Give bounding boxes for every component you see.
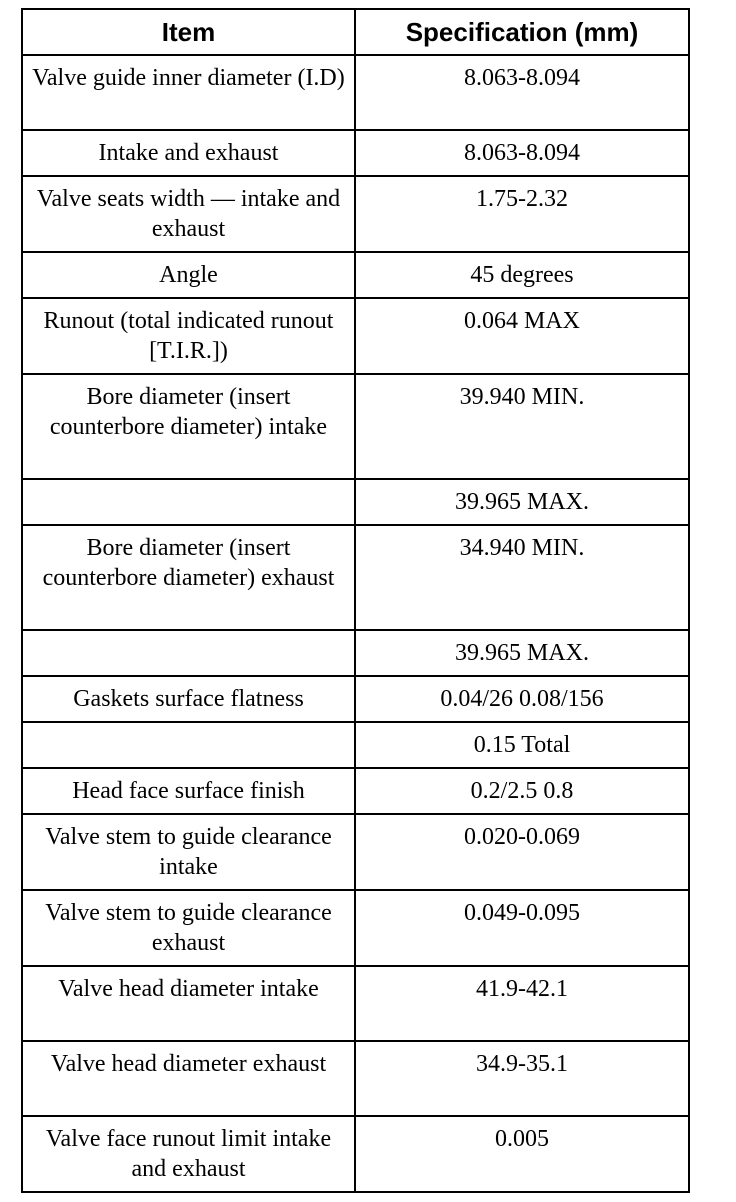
item-cell: Valve seats width — intake and exhaust	[22, 176, 355, 252]
item-cell: Angle	[22, 252, 355, 298]
spec-cell: 39.965 MAX.	[355, 630, 689, 676]
item-cell: Valve stem to guide clearance exhaust	[22, 890, 355, 966]
table-row	[22, 298, 689, 374]
spec-cell: 8.063-8.094	[355, 55, 689, 130]
spec-cell: 0.04/26 0.08/156	[355, 676, 689, 722]
item-cell: Bore diameter (insert counterbore diameter) intake	[22, 374, 355, 479]
table-row	[22, 252, 689, 298]
table-row	[22, 130, 689, 176]
spec-cell: 34.940 MIN.	[355, 525, 689, 630]
specification-table	[21, 8, 690, 1193]
table-row	[22, 176, 689, 252]
column-header-specification: Specification (mm)	[355, 9, 689, 55]
header-row	[22, 9, 689, 55]
item-cell	[22, 722, 355, 768]
spec-cell: 0.064 MAX	[355, 298, 689, 374]
item-cell: Valve guide inner diameter (I.D)	[22, 55, 355, 130]
spec-cell: 39.965 MAX.	[355, 479, 689, 525]
item-cell	[22, 479, 355, 525]
spec-cell: 0.020-0.069	[355, 814, 689, 890]
spec-cell: 8.063-8.094	[355, 130, 689, 176]
item-cell: Valve head diameter exhaust	[22, 1041, 355, 1116]
spec-cell: 34.9-35.1	[355, 1041, 689, 1116]
table-row	[22, 479, 689, 525]
table-row	[22, 1116, 689, 1192]
spec-cell: 0.049-0.095	[355, 890, 689, 966]
spec-cell: 45 degrees	[355, 252, 689, 298]
table-row	[22, 1041, 689, 1116]
table-row	[22, 676, 689, 722]
table-row	[22, 630, 689, 676]
table-row	[22, 374, 689, 479]
column-header-item: Item	[22, 9, 355, 55]
table-row	[22, 890, 689, 966]
item-cell: Valve stem to guide clearance intake	[22, 814, 355, 890]
table-row	[22, 814, 689, 890]
table-row	[22, 768, 689, 814]
table-row	[22, 55, 689, 130]
item-cell: Valve face runout limit intake and exhaust	[22, 1116, 355, 1192]
item-cell: Gaskets surface flatness	[22, 676, 355, 722]
spec-cell: 1.75-2.32	[355, 176, 689, 252]
spec-cell: 0.2/2.5 0.8	[355, 768, 689, 814]
item-cell: Valve head diameter intake	[22, 966, 355, 1041]
table-row	[22, 525, 689, 630]
item-cell: Bore diameter (insert counterbore diameter) exhaust	[22, 525, 355, 630]
spec-cell: 0.15 Total	[355, 722, 689, 768]
table-row	[22, 722, 689, 768]
item-cell	[22, 630, 355, 676]
spec-cell: 0.005	[355, 1116, 689, 1192]
item-cell: Intake and exhaust	[22, 130, 355, 176]
item-cell: Runout (total indicated runout [T.I.R.])	[22, 298, 355, 374]
item-cell: Head face surface finish	[22, 768, 355, 814]
spec-cell: 41.9-42.1	[355, 966, 689, 1041]
table-row	[22, 966, 689, 1041]
spec-cell: 39.940 MIN.	[355, 374, 689, 479]
